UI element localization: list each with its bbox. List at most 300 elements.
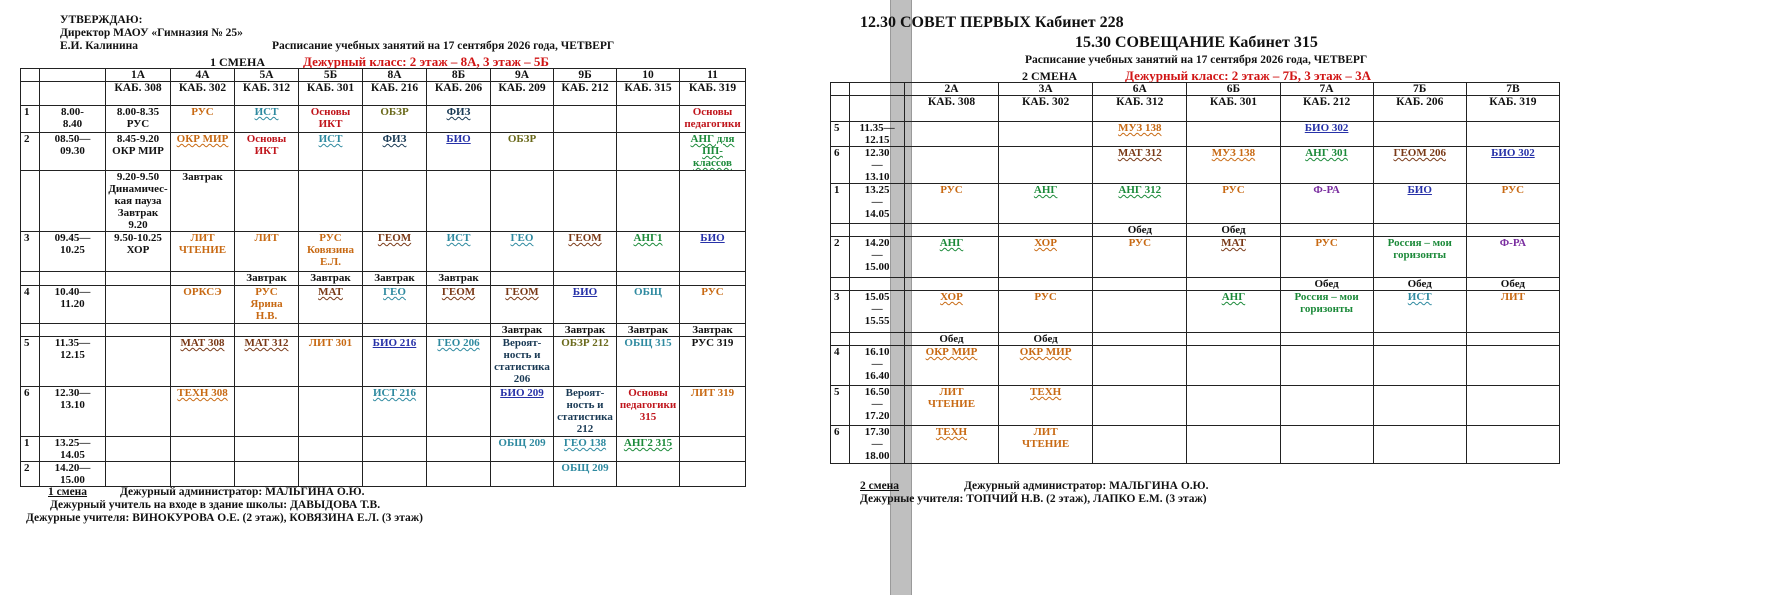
lesson-cell (491, 272, 554, 286)
lesson-time: 16.10 — 16.40 (850, 346, 905, 386)
lesson-time: 13.25— 14.05 (40, 437, 106, 462)
lesson-cell (235, 171, 299, 232)
table-row (831, 278, 1560, 291)
lesson-cell: ЛИТ 301 (299, 337, 363, 387)
lesson-cell (427, 324, 491, 337)
lesson-cell: ЛИТ (1466, 291, 1559, 333)
lesson-cell (491, 462, 554, 487)
lesson-number: 1 (831, 184, 850, 224)
lesson-cell (1093, 333, 1187, 346)
lesson-number: 2 (831, 237, 850, 278)
room-header: КАБ. 206 (427, 82, 491, 106)
class-header: 7В (1466, 83, 1559, 96)
lesson-cell (617, 272, 680, 286)
lesson-cell: ОБЗР 212 (554, 337, 617, 387)
lesson-cell (427, 462, 491, 487)
approval-line: Директор МАОУ «Гимназия № 25» (60, 27, 243, 39)
lesson-cell (617, 106, 680, 133)
lesson-cell: ГЕОМ (491, 286, 554, 324)
lesson-cell: ИСТ (427, 232, 491, 272)
room-header: КАБ. 301 (1187, 96, 1280, 122)
lesson-cell (554, 272, 617, 286)
lesson-cell (1373, 386, 1466, 426)
lesson-cell (1187, 333, 1280, 346)
lesson-number: 3 (831, 291, 850, 333)
lesson-cell (680, 171, 746, 232)
lesson-time: 15.05 — 15.55 (850, 291, 905, 333)
lesson-cell (1093, 291, 1187, 333)
lesson-cell: БИО 302 (1280, 122, 1373, 147)
table-row (831, 122, 1560, 147)
lesson-cell: МАТ 312 (1093, 147, 1187, 184)
lesson-cell (299, 437, 363, 462)
lesson-cell: МУЗ 138 (1093, 122, 1187, 147)
lesson-cell: ИСТ 216 (363, 387, 427, 437)
lesson-cell: ГЕОМ (427, 286, 491, 324)
lesson-cell (235, 462, 299, 487)
lesson-time: 14.20— 15.00 (40, 462, 106, 487)
lesson-cell: Основы педагогики (680, 106, 746, 133)
room-header: КАБ. 308 (904, 96, 998, 122)
lesson-cell: ОБЩ 315 (617, 337, 680, 387)
lesson-cell: 8.00-8.35 РУС (106, 106, 171, 133)
lesson-cell (1373, 224, 1466, 237)
lesson-cell: МАТ 308 (171, 337, 235, 387)
lesson-cell: ИСТ (1373, 291, 1466, 333)
lesson-cell (1466, 346, 1559, 386)
room-header: КАБ. 302 (171, 82, 235, 106)
table-row (831, 147, 1560, 184)
lesson-cell (1373, 426, 1466, 464)
lesson-cell: ТЕХН (999, 386, 1093, 426)
lesson-cell (106, 337, 171, 387)
lesson-cell (106, 437, 171, 462)
lesson-cell: БИО 216 (363, 337, 427, 387)
lesson-cell (617, 171, 680, 232)
lesson-cell: АНГ 301 (1280, 147, 1373, 184)
lesson-number: 5 (21, 337, 40, 387)
lesson-cell: Обед (1466, 278, 1559, 291)
lesson-cell: 9.20-9.50 Динамичес- кая пауза Завтрак 9.20 (106, 171, 171, 232)
schedule-table-shift-1 (20, 68, 746, 487)
lesson-cell: ГЕОМ (554, 232, 617, 272)
lesson-number: 1 (21, 437, 40, 462)
lesson-cell: Россия – мои горизонты (1373, 237, 1466, 278)
lesson-cell (1466, 122, 1559, 147)
lesson-cell (1373, 346, 1466, 386)
lesson-cell: ГЕО 206 (427, 337, 491, 387)
lesson-cell (171, 437, 235, 462)
table-row (831, 237, 1560, 278)
lesson-time: 11.35— 12.15 (40, 337, 106, 387)
class-header: 6А (1093, 83, 1187, 96)
lesson-cell: Завтрак (680, 324, 746, 337)
lesson-cell (1280, 386, 1373, 426)
lesson-cell (1373, 122, 1466, 147)
lesson-number: 6 (21, 387, 40, 437)
table-row (21, 387, 746, 437)
lesson-time: 08.50— 09.30 (40, 133, 106, 171)
approval-line: Е.И. Калинина (60, 40, 138, 52)
lesson-cell: МУЗ 138 (1187, 147, 1280, 184)
schedule-title: Расписание учебных занятий на 17 сентября 2026 года, ЧЕТВЕРГ (272, 40, 615, 52)
lesson-cell: ЛИТ 319 (680, 387, 746, 437)
lesson-cell: БИО 209 (491, 387, 554, 437)
lesson-cell (1466, 224, 1559, 237)
lesson-time: 09.45— 10.25 (40, 232, 106, 272)
lesson-cell: РУС (904, 184, 998, 224)
footer-duty-teachers: Дежурные учителя: ВИНОКУРОВА О.Е. (2 этаж), КОВЯЗИНА Е.Л. (3 этаж) (26, 512, 423, 524)
lesson-cell: МАТ (1187, 237, 1280, 278)
lesson-cell: ЛИТ ЧТЕНИЕ (171, 232, 235, 272)
class-header: 8А (363, 69, 427, 82)
lesson-cell: ИСТ (235, 106, 299, 133)
lesson-time: 17.30 — 18.00 (850, 426, 905, 464)
lesson-cell (1093, 278, 1187, 291)
lesson-cell: Обед (1187, 224, 1280, 237)
lesson-cell (491, 106, 554, 133)
lesson-cell: РУС (1280, 237, 1373, 278)
lesson-cell (1280, 426, 1373, 464)
lesson-time (40, 324, 106, 337)
lesson-cell (999, 224, 1093, 237)
lesson-cell (1466, 426, 1559, 464)
lesson-cell: Ф-РА (1466, 237, 1559, 278)
lesson-cell (617, 133, 680, 171)
lesson-cell: ИСТ (299, 133, 363, 171)
lesson-cell (1093, 386, 1187, 426)
class-header: 3А (999, 83, 1093, 96)
lesson-cell: Завтрак (171, 171, 235, 232)
lesson-cell (1187, 426, 1280, 464)
lesson-time: 8.00- 8.40 (40, 106, 106, 133)
class-header: 4А (171, 69, 235, 82)
lesson-cell: АНГ1 (617, 232, 680, 272)
lesson-cell: РУС (999, 291, 1093, 333)
footer-entrance-teacher: Дежурный учитель на входе в здание школы: ДАВЫДОВА Т.В. (50, 499, 381, 511)
lesson-cell: ХОР (904, 291, 998, 333)
lesson-cell: АНГ (904, 237, 998, 278)
lesson-cell: ТЕХН 308 (171, 387, 235, 437)
table-row (21, 337, 746, 387)
lesson-cell (904, 278, 998, 291)
lesson-cell: ХОР (999, 237, 1093, 278)
lesson-cell (171, 272, 235, 286)
lesson-number (21, 324, 40, 337)
class-header: 7А (1280, 83, 1373, 96)
lesson-cell: ОКР МИР (171, 133, 235, 171)
lesson-cell: БИО (680, 232, 746, 272)
lesson-number: 6 (831, 426, 850, 464)
table-row (831, 346, 1560, 386)
document-page-right (834, 0, 1768, 595)
lesson-cell: ЛИТ ЧТЕНИЕ (999, 426, 1093, 464)
room-header: КАБ. 212 (554, 82, 617, 106)
lesson-cell: Вероят- ность и статистика 212 (554, 387, 617, 437)
lesson-time (850, 224, 905, 237)
lesson-cell: АНГ для ПП- классов (680, 133, 746, 171)
class-header: 11 (680, 69, 746, 82)
lesson-cell (299, 462, 363, 487)
lesson-time: 12.30— 13.10 (40, 387, 106, 437)
lesson-number (831, 278, 850, 291)
room-header: КАБ. 301 (299, 82, 363, 106)
lesson-cell (235, 324, 299, 337)
footer-duty-teachers: Дежурные учителя: ТОПЧИЙ Н.В. (2 этаж), ЛАПКО Е.М. (3 этаж) (860, 493, 1207, 505)
footer-admin: Дежурный администратор: МАЛЬГИНА О.Ю. (964, 480, 1209, 492)
lesson-number: 3 (21, 232, 40, 272)
lesson-cell: ОБЗР (491, 133, 554, 171)
footer-admin: Дежурный администратор: МАЛЬГИНА О.Ю. (120, 486, 365, 498)
lesson-cell (1187, 346, 1280, 386)
table-row (21, 171, 746, 232)
lesson-cell: Завтрак (299, 272, 363, 286)
lesson-cell (680, 272, 746, 286)
lesson-cell (904, 122, 998, 147)
lesson-cell (1280, 346, 1373, 386)
room-header: КАБ. 209 (491, 82, 554, 106)
lesson-number (21, 171, 40, 232)
lesson-cell: ОКР МИР (999, 346, 1093, 386)
lesson-cell: БИО (554, 286, 617, 324)
lesson-cell (1466, 333, 1559, 346)
lesson-number: 2 (21, 133, 40, 171)
lesson-cell (904, 147, 998, 184)
table-row (831, 333, 1560, 346)
lesson-number: 5 (831, 386, 850, 426)
lesson-number: 6 (831, 147, 850, 184)
room-header: КАБ. 216 (363, 82, 427, 106)
room-header: КАБ. 319 (680, 82, 746, 106)
lesson-cell: МАТ 312 (235, 337, 299, 387)
lesson-cell: Завтрак (617, 324, 680, 337)
lesson-number: 5 (831, 122, 850, 147)
table-row (831, 291, 1560, 333)
schedule-table-shift-2 (830, 82, 1560, 464)
lesson-cell: Основы ИКТ (235, 133, 299, 171)
lesson-time (850, 278, 905, 291)
room-header: КАБ. 319 (1466, 96, 1559, 122)
lesson-cell (427, 387, 491, 437)
lesson-cell: Обед (1280, 278, 1373, 291)
lesson-cell (554, 106, 617, 133)
table-row (21, 286, 746, 324)
meeting-notice: 12.30 СОВЕТ ПЕРВЫХ Кабинет 228 (860, 14, 1124, 31)
lesson-number (831, 224, 850, 237)
lesson-cell: ГЕО (491, 232, 554, 272)
lesson-cell: ЛИТ (235, 232, 299, 272)
lesson-cell (680, 437, 746, 462)
lesson-cell (106, 286, 171, 324)
room-header: КАБ. 308 (106, 82, 171, 106)
lesson-cell: ТЕХН (904, 426, 998, 464)
lesson-number: 4 (831, 346, 850, 386)
lesson-cell: Завтрак (427, 272, 491, 286)
lesson-cell: Обед (999, 333, 1093, 346)
lesson-number: 4 (21, 286, 40, 324)
lesson-cell (554, 133, 617, 171)
lesson-cell (1187, 386, 1280, 426)
lesson-cell (491, 171, 554, 232)
class-header: 2А (904, 83, 998, 96)
lesson-cell (1093, 346, 1187, 386)
lesson-cell: ОБЩ (617, 286, 680, 324)
lesson-cell: Основы педагогики 315 (617, 387, 680, 437)
lesson-cell (999, 278, 1093, 291)
lesson-cell (171, 324, 235, 337)
lesson-cell (106, 324, 171, 337)
lesson-cell: ОРКСЭ (171, 286, 235, 324)
lesson-cell (363, 462, 427, 487)
class-header: 7Б (1373, 83, 1466, 96)
lesson-cell: ГЕОМ 206 (1373, 147, 1466, 184)
lesson-cell: РУС Ковязина Е.Л. (299, 232, 363, 272)
lesson-time (40, 272, 106, 286)
shift-label: 2 СМЕНА (1022, 69, 1077, 83)
class-header: 1А (106, 69, 171, 82)
lesson-time: 13.25 — 14.05 (850, 184, 905, 224)
lesson-cell: Обед (1373, 278, 1466, 291)
schedule-title: Расписание учебных занятий на 17 сентября 2026 года, ЧЕТВЕРГ (1025, 54, 1368, 66)
lesson-time: 10.40— 11.20 (40, 286, 106, 324)
lesson-cell: ОБЩ 209 (491, 437, 554, 462)
lesson-cell: Завтрак (363, 272, 427, 286)
lesson-time: 12.30 — 13.10 (850, 147, 905, 184)
lesson-cell (617, 462, 680, 487)
lesson-cell (106, 462, 171, 487)
meeting-notice: 15.30 СОВЕЩАНИЕ Кабинет 315 (1075, 34, 1318, 51)
table-row (21, 272, 746, 286)
lesson-cell (554, 171, 617, 232)
lesson-cell: Завтрак (491, 324, 554, 337)
table-row (21, 133, 746, 171)
lesson-cell (235, 437, 299, 462)
lesson-cell: ГЕОМ (363, 232, 427, 272)
class-header: 9Б (554, 69, 617, 82)
room-header: КАБ. 302 (999, 96, 1093, 122)
lesson-cell: ФИЗ (427, 106, 491, 133)
lesson-cell: ФИЗ (363, 133, 427, 171)
lesson-cell (904, 224, 998, 237)
lesson-cell (1093, 426, 1187, 464)
lesson-cell: ГЕО (363, 286, 427, 324)
lesson-cell: ОБЗР (363, 106, 427, 133)
lesson-cell (299, 387, 363, 437)
lesson-time: 14.20 — 15.00 (850, 237, 905, 278)
lesson-cell: ОКР МИР (904, 346, 998, 386)
lesson-cell: Завтрак (554, 324, 617, 337)
lesson-number: 2 (21, 462, 40, 487)
lesson-cell: Обед (1093, 224, 1187, 237)
lesson-cell (299, 171, 363, 232)
lesson-cell: РУС (1093, 237, 1187, 278)
lesson-cell: РУС Ярина Н.В. (235, 286, 299, 324)
lesson-cell (680, 462, 746, 487)
lesson-cell (1373, 333, 1466, 346)
table-row (21, 324, 746, 337)
lesson-cell (235, 387, 299, 437)
lesson-number (831, 333, 850, 346)
approval-block (60, 14, 243, 53)
lesson-cell (106, 272, 171, 286)
lesson-cell: АНГ (1187, 291, 1280, 333)
lesson-cell: ЛИТ ЧТЕНИЕ (904, 386, 998, 426)
class-header: 10 (617, 69, 680, 82)
class-header: 5А (235, 69, 299, 82)
lesson-cell: РУС (1187, 184, 1280, 224)
lesson-cell: РУС (171, 106, 235, 133)
table-row (21, 232, 746, 272)
lesson-cell: Вероят- ность и статистика 206 (491, 337, 554, 387)
lesson-cell (427, 437, 491, 462)
table-row (831, 184, 1560, 224)
lesson-cell: Обед (904, 333, 998, 346)
lesson-cell: РУС 319 (680, 337, 746, 387)
lesson-cell: БИО 302 (1466, 147, 1559, 184)
footer-shift: 1 смена (48, 486, 88, 498)
footer-shift: 2 смена (860, 480, 900, 492)
lesson-cell (1466, 386, 1559, 426)
lesson-cell: 8.45-9.20 ОКР МИР (106, 133, 171, 171)
table-row (831, 426, 1560, 464)
lesson-cell (1187, 122, 1280, 147)
lesson-cell: РУС (1466, 184, 1559, 224)
room-header: КАБ. 315 (617, 82, 680, 106)
lesson-cell (363, 437, 427, 462)
lesson-cell: АНГ 312 (1093, 184, 1187, 224)
lesson-cell (299, 324, 363, 337)
lesson-time (40, 171, 106, 232)
lesson-cell: АНГ2 315 (617, 437, 680, 462)
lesson-time (850, 333, 905, 346)
table-row (21, 106, 746, 133)
room-header: КАБ. 312 (235, 82, 299, 106)
approval-line: УТВЕРЖДАЮ: (60, 14, 143, 26)
lesson-cell (363, 171, 427, 232)
lesson-cell: МАТ (299, 286, 363, 324)
room-header: КАБ. 212 (1280, 96, 1373, 122)
lesson-cell: Основы ИКТ (299, 106, 363, 133)
lesson-cell: БИО (1373, 184, 1466, 224)
lesson-cell: ОБЩ 209 (554, 462, 617, 487)
lesson-cell: Завтрак (235, 272, 299, 286)
class-header: 8Б (427, 69, 491, 82)
lesson-time: 11.35— 12.15 (850, 122, 905, 147)
class-header: 6Б (1187, 83, 1280, 96)
lesson-cell (1280, 224, 1373, 237)
lesson-cell: Россия – мои горизонты (1280, 291, 1373, 333)
table-row (831, 224, 1560, 237)
lesson-cell: 9.50-10.25 ХОР (106, 232, 171, 272)
lesson-cell (999, 122, 1093, 147)
lesson-cell: БИО (427, 133, 491, 171)
table-row (21, 437, 746, 462)
lesson-cell (363, 324, 427, 337)
room-header: КАБ. 206 (1373, 96, 1466, 122)
lesson-cell (999, 147, 1093, 184)
lesson-cell: РУС (680, 286, 746, 324)
lesson-time: 16.50 — 17.20 (850, 386, 905, 426)
lesson-cell (171, 462, 235, 487)
class-header: 9А (491, 69, 554, 82)
lesson-cell (1280, 333, 1373, 346)
duty-class: Дежурный класс: 2 этаж – 7Б, 3 этаж – 3А (1125, 68, 1371, 83)
table-row (831, 386, 1560, 426)
lesson-number: 1 (21, 106, 40, 133)
table-row (21, 462, 746, 487)
class-header: 5Б (299, 69, 363, 82)
shift-label: 1 СМЕНА (210, 55, 265, 69)
